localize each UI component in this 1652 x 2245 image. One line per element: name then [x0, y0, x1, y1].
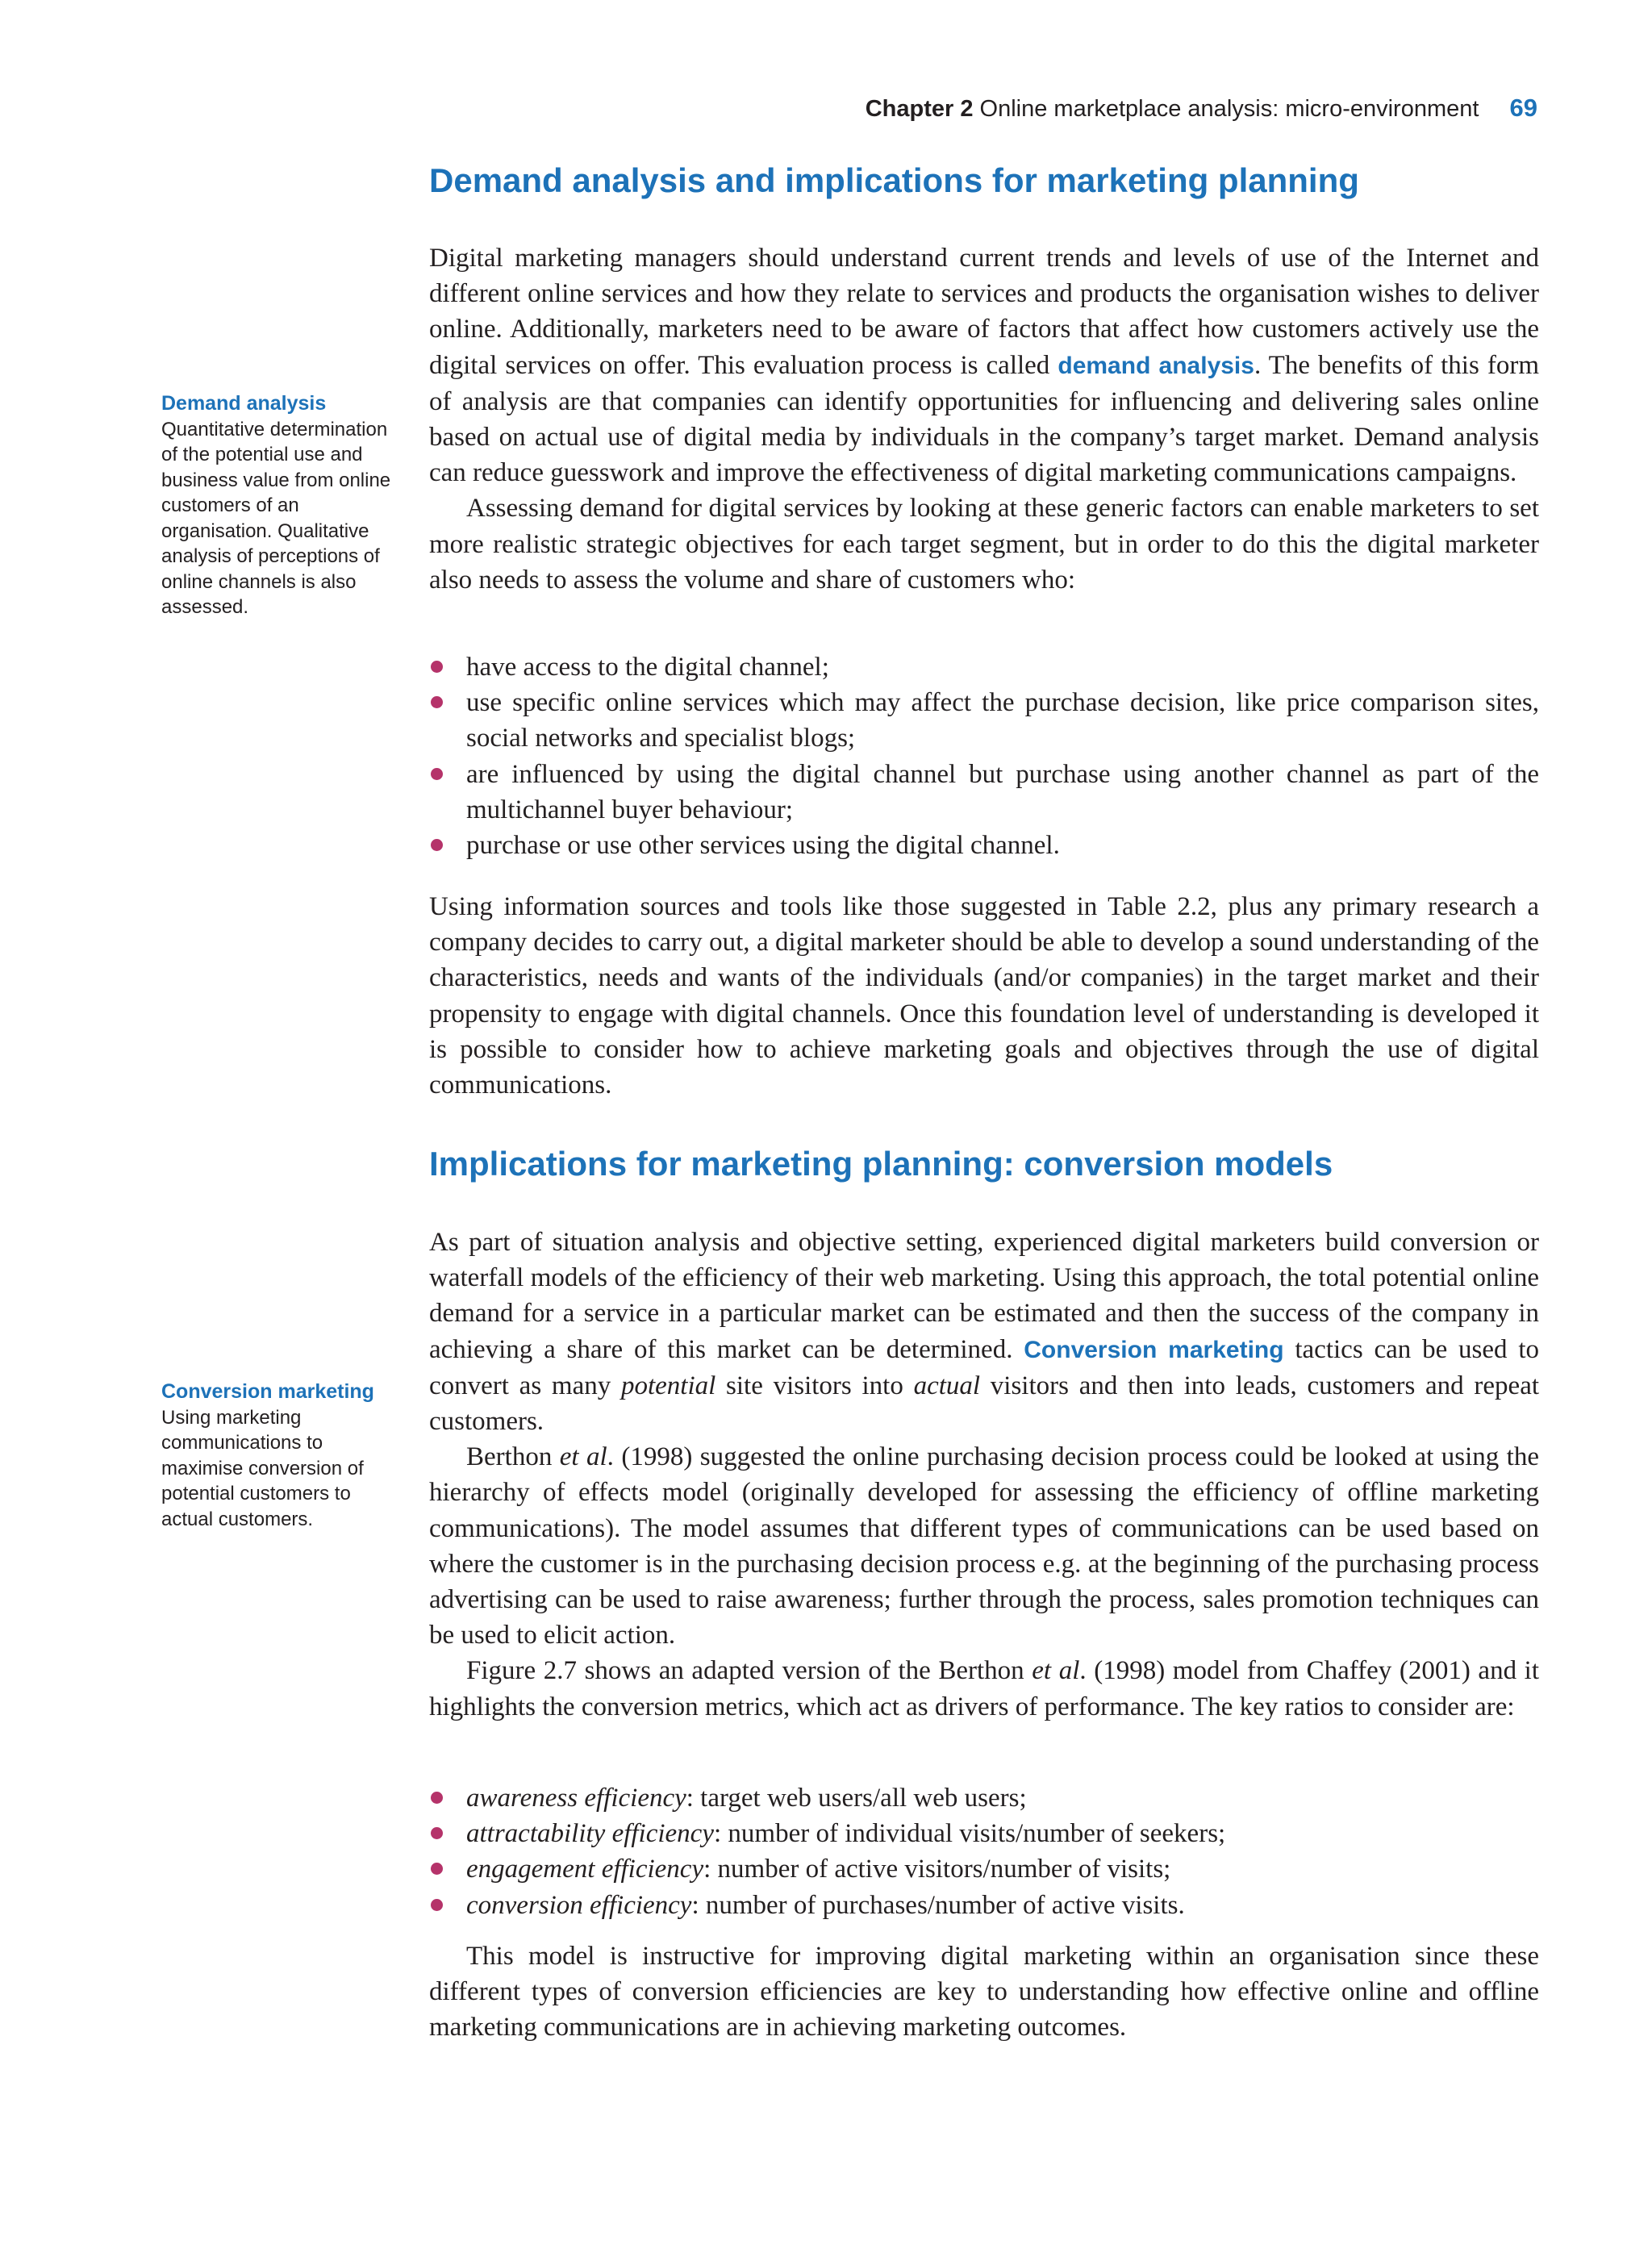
demand-analysis-conclusion	[429, 889, 1539, 1103]
text-run: . (1998) suggested the online purchasing decision process could be looked at using the hierarchy of effects model (originally developed for assessing the efficiency of offline marketing communications). The model assumes that different types of communications can be used based on where the customer is in the purchasing decision process e.g. at the beginning of the purchasing process advertising can be used to raise awareness; further through the process, sales promotion techniques can be used to elicit action.	[429, 1442, 1539, 1650]
text-run: Figure 2.7 shows an adapted version of the Berthon	[466, 1656, 1032, 1686]
text-run: tactics can be used to convert as many	[429, 1334, 1539, 1400]
text-run: site visitors into	[715, 1371, 914, 1400]
section-heading-demand-analysis: Demand analysis and implications for marketing planning	[429, 161, 1359, 199]
list-item-text: are influenced by using the digital channel but purchase using another channel as part of the multichannel buyer behaviour;	[466, 759, 1539, 824]
list-item	[429, 1888, 1539, 1923]
list-item	[429, 685, 1539, 756]
list-item	[429, 1780, 1539, 1816]
text-run: Digital marketing managers should understand current trends and levels of use of the Internet and different online services and how they relate to services and products the organisation wishes to deliver online. Additionally, marketers need to be aware of factors that affect how customers actively use the digital services on offer. This evaluation process is called	[429, 244, 1539, 380]
ratio-description: : number of purchases/number of active visits.	[691, 1890, 1185, 1920]
running-header	[866, 94, 1537, 123]
list-item	[429, 757, 1539, 828]
paragraph	[429, 1225, 1539, 1439]
ratio-description: : number of individual visits/number of seekers;	[713, 1819, 1226, 1849]
bullet-icon	[431, 1863, 443, 1875]
paragraph	[429, 1653, 1539, 1724]
paragraph: Using information sources and tools like those suggested in Table 2.2, plus any primary research a company decides to carry out, a digital marketer should be able to develop a sound understanding of the characteristics, needs and wants of the individuals (and/or companies) in the target market and their propensity to engage with digital channels. Once this foundation level of understanding is developed it is possible to consider how to achieve marketing goals and objectives through the use of digital communications.	[429, 892, 1539, 1100]
text-run: . The benefits of this form of analysis are that companies can identify opportunities for influencing and delivering sales online based on actual use of digital media by individuals in the company’s target market. Demand analysis can reduce guesswork and improve the effectiveness of digital marketing communications campaigns.	[429, 350, 1540, 488]
list-item-text: use specific online services which may affect the purchase decision, like price comparison sites, social networks and specialist blogs;	[466, 688, 1539, 753]
conversion-models-conclusion	[429, 1938, 1539, 2046]
emphasis: et al	[559, 1442, 607, 1472]
bullet-icon	[431, 661, 443, 673]
bullet-icon	[431, 1899, 443, 1911]
margin-note-conversion-marketing	[161, 1379, 403, 1532]
text-run: Berthon	[466, 1442, 560, 1472]
margin-note-demand-analysis	[161, 391, 403, 620]
emphasis: potential	[620, 1371, 716, 1400]
conversion-models-body	[429, 1225, 1539, 1725]
chapter-label: Chapter 2	[865, 96, 974, 122]
bullet-icon	[431, 768, 443, 780]
bullet-icon	[431, 1827, 443, 1839]
list-item-text: purchase or use other services using the digital channel.	[466, 831, 1060, 861]
bullet-icon	[431, 696, 443, 708]
keyword-demand-analysis: demand analysis	[1058, 352, 1254, 379]
paragraph: This model is instructive for improving digital marketing within an organisation since these different types of conversion efficiencies are key to understanding how effective online and offline marketing communications are in achieving marketing outcomes.	[429, 1942, 1539, 2043]
paragraph	[429, 1439, 1539, 1653]
keyword-conversion-marketing: Conversion marketing	[1024, 1336, 1284, 1363]
list-item-text: have access to the digital channel;	[466, 653, 829, 682]
ratio-term: engagement efficiency	[466, 1855, 704, 1884]
paragraph	[429, 240, 1539, 490]
margin-note-term: Conversion marketing	[161, 1380, 374, 1403]
list-item	[429, 1816, 1539, 1851]
text-run: As part of situation analysis and objective setting, experienced digital marketers build conversion or waterfall models of the efficiency of their web marketing. Using this approach, the total potential online demand for a service in a particular market can be estimated and then the success of the company in achieving a share of this market can be determined.	[429, 1228, 1539, 1364]
ratio-term: conversion efficiency	[466, 1890, 692, 1920]
margin-note-term: Demand analysis	[161, 392, 327, 415]
key-ratios-list	[429, 1780, 1539, 1923]
bullet-icon	[431, 1792, 443, 1804]
text-run: visitors and then into leads, customers and repeat customers.	[429, 1371, 1540, 1437]
page-number: 69	[1509, 94, 1537, 122]
margin-note-definition: Quantitative determination of the potential use and business value from online customers of an organisation. Qualitative analysis of perceptions of online channels is also assessed.	[161, 418, 391, 618]
bullet-icon	[431, 839, 443, 851]
emphasis: actual	[913, 1371, 981, 1400]
list-item	[429, 649, 1539, 685]
ratio-term: awareness efficiency	[466, 1784, 686, 1813]
ratio-term: attractability efficiency	[466, 1819, 714, 1849]
chapter-title: Online marketplace analysis: micro-environment	[979, 96, 1479, 122]
demand-analysis-body	[429, 240, 1539, 598]
list-item	[429, 1851, 1539, 1887]
ratio-description: : number of active visitors/number of visits;	[703, 1855, 1171, 1884]
margin-note-definition: Using marketing communications to maximise conversion of potential customers to actual customers.	[161, 1406, 364, 1530]
emphasis: et al	[1032, 1656, 1080, 1686]
text-run: . (1998) model from Chaffey (2001) and it highlights the conversion metrics, which act as drivers of performance. The key ratios to consider are:	[429, 1656, 1540, 1721]
paragraph: Assessing demand for digital services by looking at these generic factors can enable marketers to set more realistic strategic objectives for each target segment, but in order to do this the digital marketer also needs to assess the volume and share of customers who:	[429, 494, 1539, 595]
ratio-description: : target web users/all web users;	[686, 1784, 1027, 1813]
customer-bullet-list	[429, 649, 1539, 863]
list-item	[429, 828, 1539, 863]
section-heading-conversion-models: Implications for marketing planning: conversion models	[429, 1145, 1333, 1183]
